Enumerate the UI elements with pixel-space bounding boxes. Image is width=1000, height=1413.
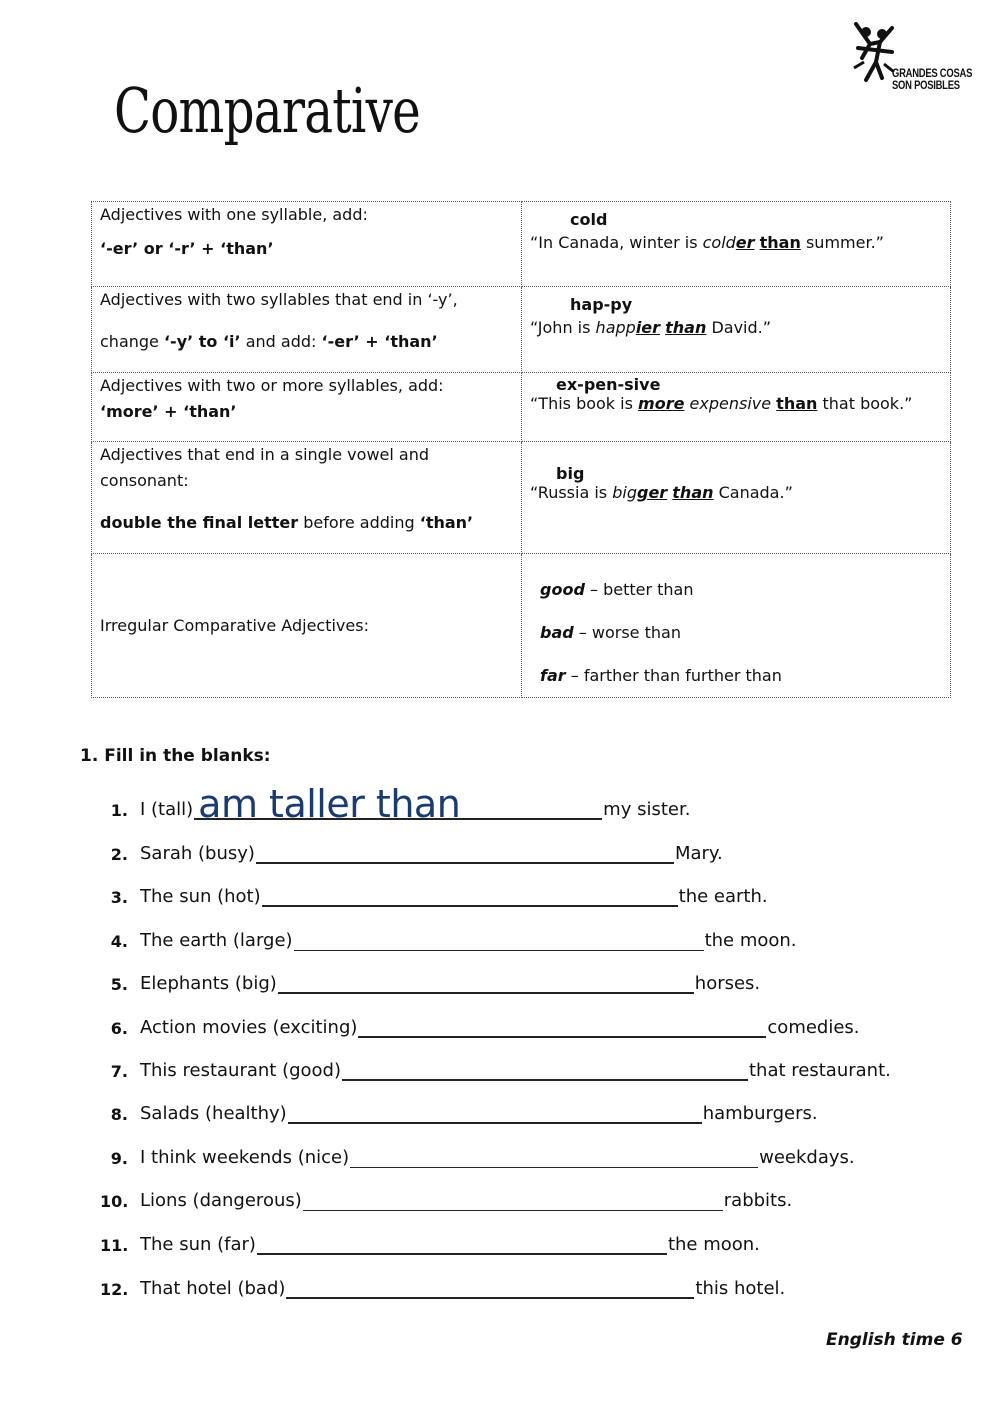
handwritten-answer: am taller than bbox=[198, 782, 461, 826]
item-prompt: Action movies (exciting) bbox=[140, 1017, 358, 1038]
exercise-item bbox=[100, 1014, 860, 1038]
rule-row bbox=[92, 554, 951, 698]
rule-formula: change ‘-y’ to ‘i’ and add: ‘-er’ + ‘than’ bbox=[100, 332, 438, 351]
item-number: 2. bbox=[110, 845, 128, 864]
rule-text: Adjectives with two or more syllables, add: bbox=[100, 376, 444, 395]
rule-example bbox=[522, 442, 951, 554]
answer-blank[interactable] bbox=[350, 1147, 758, 1168]
rule-text: consonant: bbox=[100, 471, 189, 490]
item-prompt: I think weekends (nice) bbox=[140, 1147, 350, 1168]
item-prompt: Lions (dangerous) bbox=[140, 1190, 302, 1211]
rule-description bbox=[92, 554, 522, 698]
irregular-item: far – farther than further than bbox=[540, 666, 782, 685]
rule-row bbox=[92, 442, 951, 554]
item-number: 8. bbox=[110, 1105, 128, 1124]
answer-blank[interactable] bbox=[358, 1016, 766, 1038]
rule-example bbox=[522, 202, 951, 287]
example-word: cold bbox=[570, 210, 608, 229]
item-suffix: the earth. bbox=[678, 886, 768, 907]
logo bbox=[850, 22, 980, 102]
exercise-item bbox=[100, 883, 768, 907]
item-suffix: comedies. bbox=[767, 1017, 860, 1038]
item-number: 5. bbox=[110, 975, 128, 994]
rule-example bbox=[522, 373, 951, 442]
exercise-item bbox=[100, 1057, 891, 1081]
logo-text: GRANDES COSAS SON POSIBLES bbox=[892, 68, 973, 92]
irregular-item: good – better than bbox=[540, 580, 694, 599]
exercise-item bbox=[100, 840, 723, 864]
answer-blank[interactable] bbox=[257, 1233, 667, 1255]
rule-description bbox=[92, 287, 522, 373]
item-number: 6. bbox=[110, 1019, 128, 1038]
exercise-item bbox=[100, 927, 797, 951]
answer-blank[interactable] bbox=[194, 782, 602, 826]
item-prompt: The earth (large) bbox=[140, 930, 293, 951]
rule-row bbox=[92, 202, 951, 287]
example-word: big bbox=[556, 464, 585, 483]
irregular-item: bad – worse than bbox=[540, 623, 681, 642]
example-sentence: “This book is more expensive than that book.” bbox=[530, 394, 913, 413]
answer-blank[interactable] bbox=[303, 1190, 723, 1211]
item-suffix: hamburgers. bbox=[702, 1103, 818, 1124]
exercise-item bbox=[100, 970, 760, 994]
item-number: 9. bbox=[110, 1149, 128, 1168]
item-prompt: That hotel (bad) bbox=[140, 1278, 286, 1299]
answer-blank[interactable] bbox=[262, 885, 678, 907]
item-suffix: the moon. bbox=[704, 930, 797, 951]
example-sentence: “Russia is bigger than Canada.” bbox=[530, 483, 793, 502]
exercise-item bbox=[100, 782, 691, 826]
answer-blank[interactable] bbox=[342, 1059, 748, 1081]
item-suffix: my sister. bbox=[603, 799, 691, 820]
example-sentence: “In Canada, winter is colder than summer.” bbox=[530, 233, 884, 252]
answer-blank[interactable] bbox=[256, 842, 674, 864]
item-number: 4. bbox=[110, 932, 128, 951]
exercise-item bbox=[100, 1231, 760, 1255]
item-prompt: This restaurant (good) bbox=[140, 1060, 341, 1081]
item-number: 1. bbox=[110, 801, 128, 820]
rule-text: Adjectives that end in a single vowel and bbox=[100, 445, 429, 464]
item-number: 3. bbox=[110, 888, 128, 907]
item-suffix: rabbits. bbox=[723, 1190, 793, 1211]
page-title: Comparative bbox=[114, 74, 420, 147]
irregular-list bbox=[530, 568, 942, 697]
exercise-item bbox=[100, 1100, 818, 1124]
item-prompt: Elephants (big) bbox=[140, 973, 277, 994]
rule-formula: ‘more’ + ‘than’ bbox=[100, 402, 237, 421]
example-word: hap-py bbox=[570, 295, 633, 314]
item-suffix: Mary. bbox=[674, 843, 723, 864]
item-prompt: Sarah (busy) bbox=[140, 843, 255, 864]
logo-figures-icon bbox=[852, 22, 896, 84]
rule-text: Adjectives with one syllable, add: bbox=[100, 205, 368, 224]
answer-blank[interactable] bbox=[286, 1277, 694, 1299]
exercise-item bbox=[100, 1275, 785, 1299]
rule-example bbox=[522, 287, 951, 373]
item-number: 10. bbox=[100, 1192, 129, 1211]
answer-blank[interactable] bbox=[294, 930, 704, 951]
item-prompt: Salads (healthy) bbox=[140, 1103, 287, 1124]
rule-row bbox=[92, 373, 951, 442]
item-number: 12. bbox=[100, 1280, 129, 1299]
rule-description bbox=[92, 373, 522, 442]
answer-blank[interactable] bbox=[278, 972, 694, 994]
item-number: 7. bbox=[110, 1062, 128, 1081]
item-prompt: I (tall) bbox=[140, 799, 194, 820]
rule-description bbox=[92, 202, 522, 287]
item-suffix: weekdays. bbox=[759, 1147, 855, 1168]
item-suffix: the moon. bbox=[667, 1234, 760, 1255]
rule-text: Irregular Comparative Adjectives: bbox=[100, 615, 369, 635]
item-suffix: horses. bbox=[694, 973, 761, 994]
answer-blank[interactable] bbox=[288, 1102, 702, 1124]
exercise-heading: 1. Fill in the blanks: bbox=[80, 746, 271, 766]
exercise-item bbox=[100, 1144, 855, 1168]
example-word: ex-pen-sive bbox=[556, 375, 661, 394]
rule-description bbox=[92, 442, 522, 554]
item-number: 11. bbox=[100, 1236, 129, 1255]
rule-formula: ‘-er’ or ‘-r’ + ‘than’ bbox=[100, 239, 274, 258]
item-suffix: this hotel. bbox=[695, 1278, 786, 1299]
item-prompt: The sun (far) bbox=[140, 1234, 256, 1255]
rules-table bbox=[91, 201, 951, 698]
rule-text: Adjectives with two syllables that end in ‘-y’, bbox=[100, 290, 458, 309]
item-suffix: that restaurant. bbox=[749, 1060, 891, 1081]
item-prompt: The sun (hot) bbox=[140, 886, 261, 907]
rule-formula: double the final letter before adding ‘than’ bbox=[100, 513, 474, 532]
exercise-item bbox=[100, 1187, 792, 1211]
rule-example bbox=[522, 554, 951, 698]
example-sentence: “John is happier than David.” bbox=[530, 318, 772, 337]
rule-row bbox=[92, 287, 951, 373]
footer-label: English time 6 bbox=[826, 1330, 963, 1350]
